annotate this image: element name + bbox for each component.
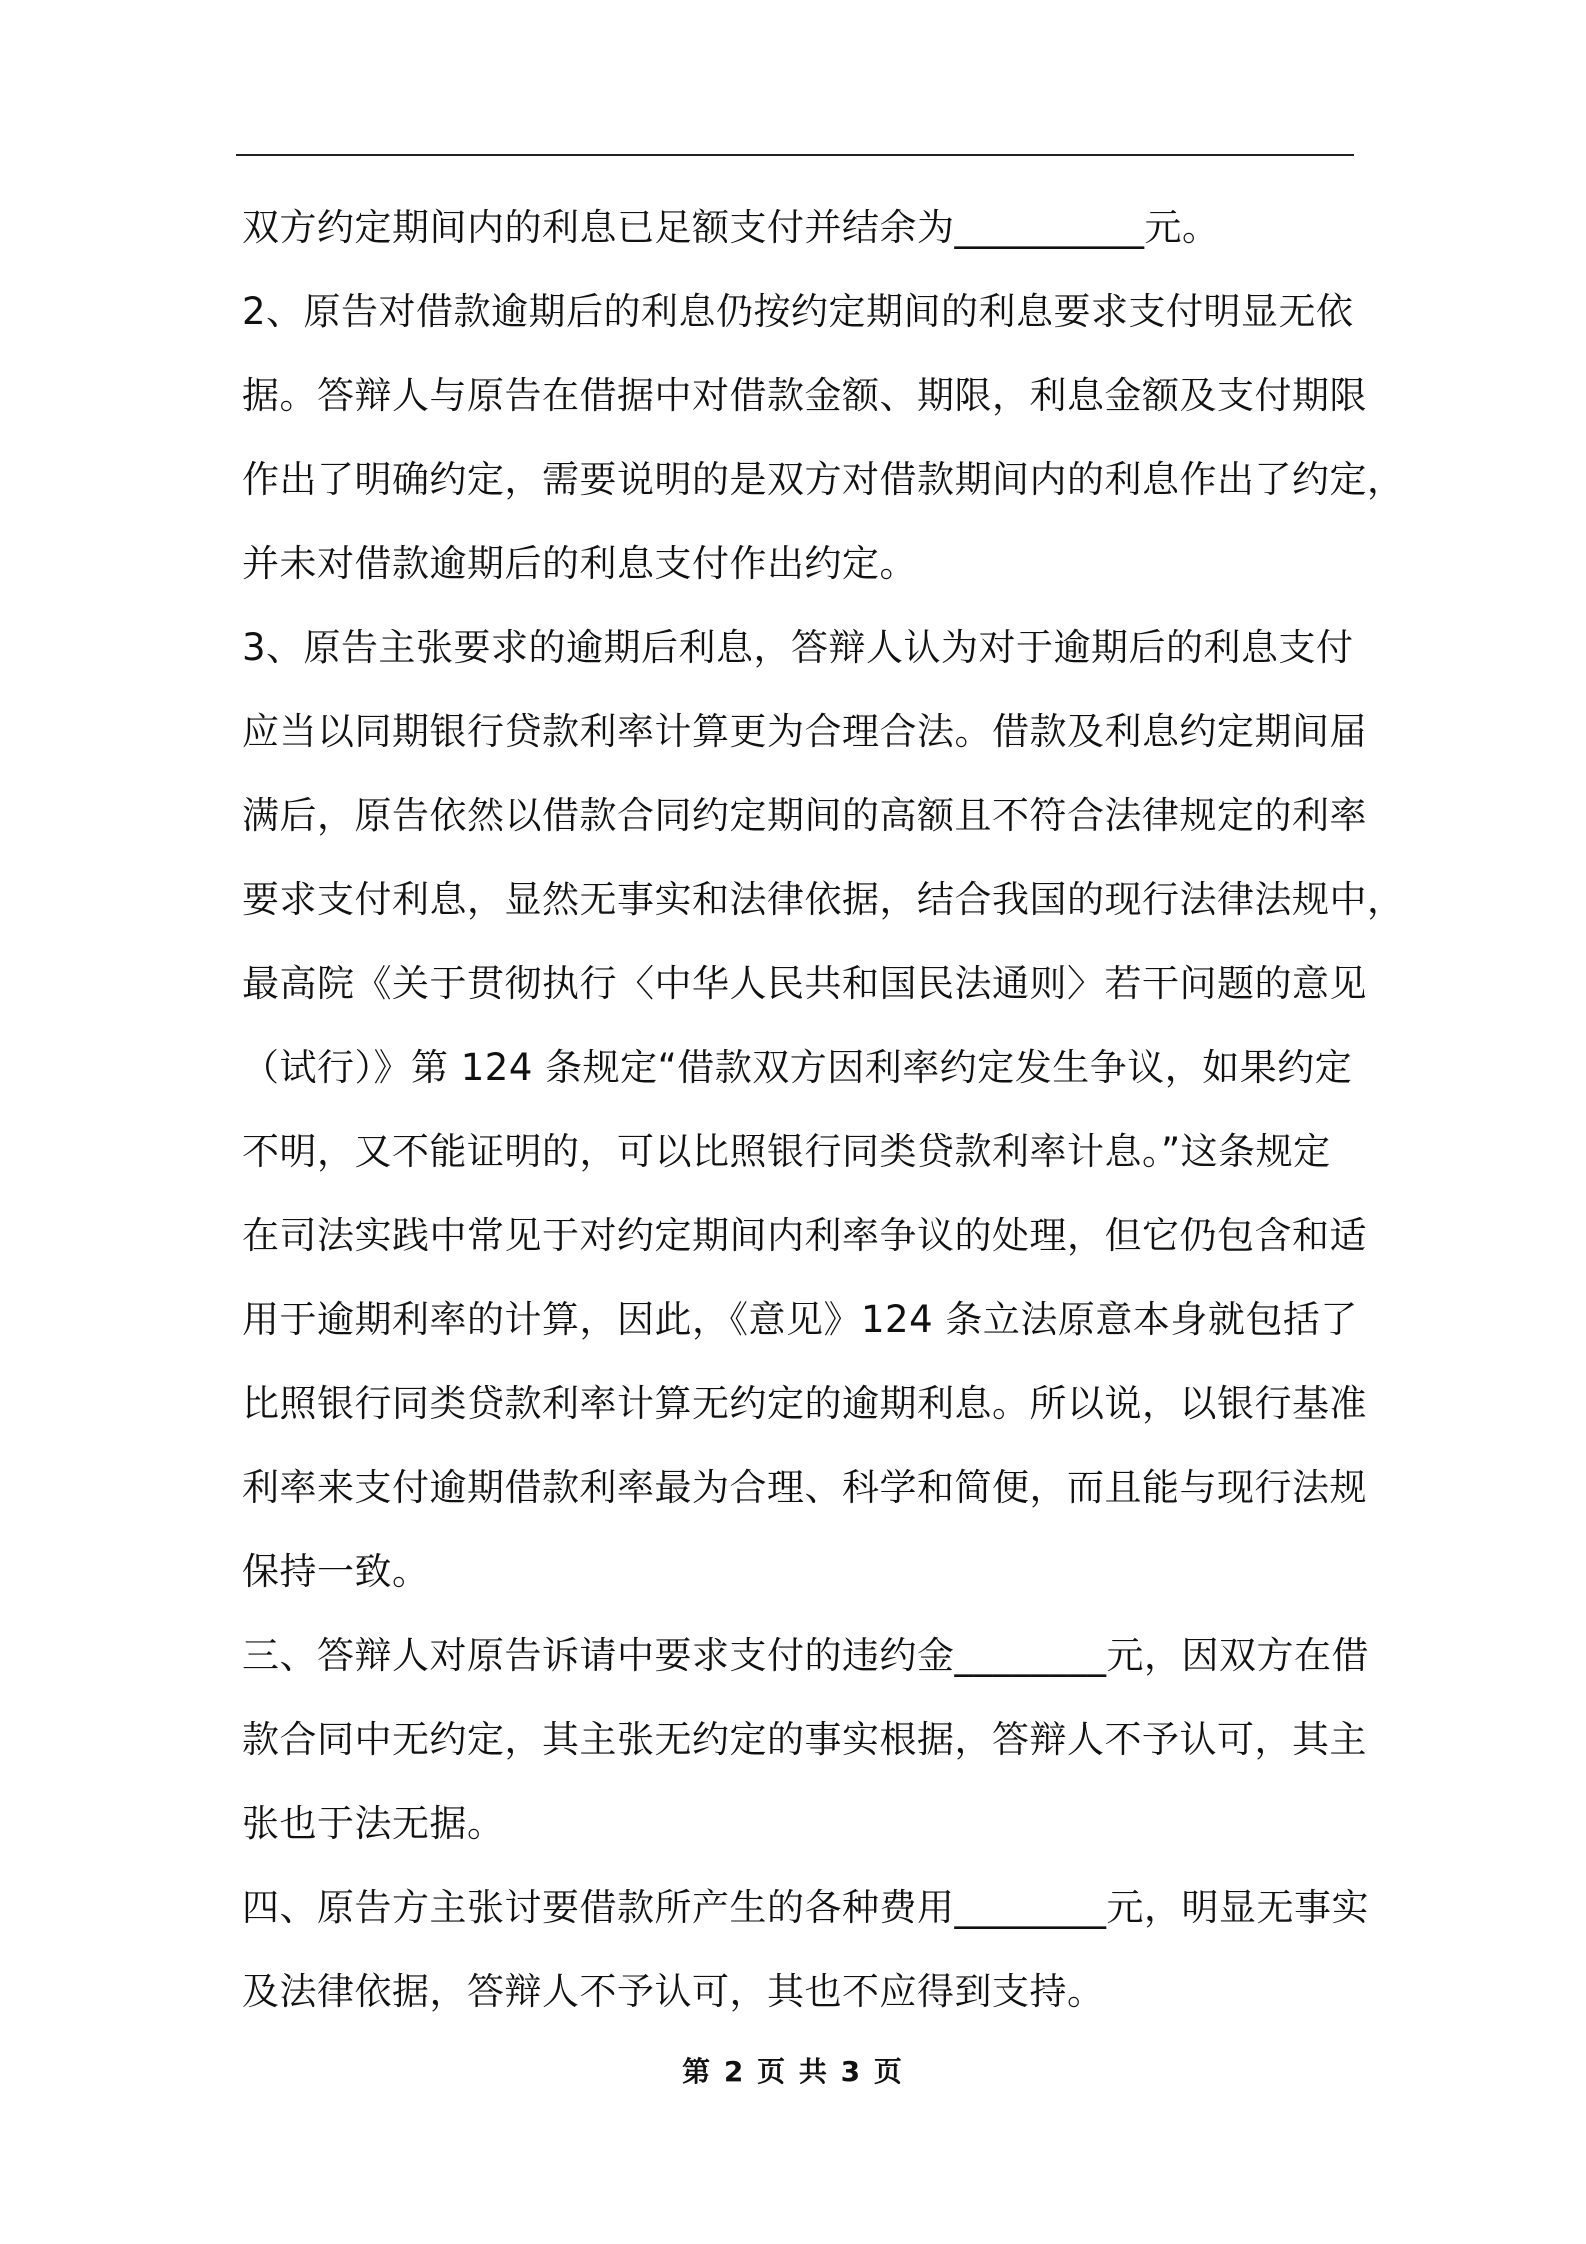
text-line: 应当以同期银行贷款利率计算更为合理合法。借款及利息约定期间届 xyxy=(242,710,1367,753)
text-line: 满后，原告依然以借款合同约定期间的高额且不符合法律规定的利率 xyxy=(242,794,1367,837)
text-line: 款合同中无约定，其主张无约定的事实根据，答辩人不予认可，其主 xyxy=(242,1718,1367,1761)
text-line: 3、原告主张要求的逾期后利息，答辩人认为对于逾期后的利息支付 xyxy=(242,626,1354,669)
document-body xyxy=(242,186,1405,2034)
text-line: 用于逾期利率的计算，因此，《意见》124 条立法原意本身就包括了 xyxy=(242,1298,1358,1341)
text-line: 张也于法无据。 xyxy=(242,1802,505,1845)
text-line: 四、原告方主张讨要借款所产生的各种费用________元，明显无事实 xyxy=(242,1886,1369,1929)
text-line: 不明，又不能证明的，可以比照银行同类贷款利率计息。”这条规定 xyxy=(242,1130,1331,1173)
text-line: 最高院《关于贯彻执行〈中华人民共和国民法通则〉若干问题的意见 xyxy=(242,962,1367,1005)
text-line: 及法律依据，答辩人不予认可，其也不应得到支持。 xyxy=(242,1970,1105,2013)
text-line: 要求支付利息，显然无事实和法律依据，结合我国的现行法律法规中， xyxy=(242,878,1405,921)
page-number: 第 2 页 共 3 页 xyxy=(682,2055,904,2088)
text-line: 在司法实践中常见于对约定期间内利率争议的处理，但它仍包含和适 xyxy=(242,1214,1367,1257)
text-line: 三、答辩人对原告诉请中要求支付的违约金________元，因双方在借 xyxy=(242,1634,1369,1677)
text-line: （试行）》第 124 条规定“借款双方因利率约定发生争议，如果约定 xyxy=(242,1046,1353,1089)
text-line: 作出了明确约定，需要说明的是双方对借款期间内的利息作出了约定， xyxy=(242,458,1405,501)
text-line: 2、原告对借款逾期后的利息仍按约定期间的利息要求支付明显无依 xyxy=(242,290,1354,333)
text-line: 并未对借款逾期后的利息支付作出约定。 xyxy=(242,542,917,585)
text-line: 比照银行同类贷款利率计算无约定的逾期利息。所以说，以银行基准 xyxy=(242,1382,1367,1425)
header-divider xyxy=(236,154,1354,156)
text-line: 利率来支付逾期借款利率最为合理、科学和简便，而且能与现行法规 xyxy=(242,1466,1367,1509)
text-line: 保持一致。 xyxy=(242,1550,430,1593)
text-line: 据。答辩人与原告在借据中对借款金额、期限，利息金额及支付期限 xyxy=(242,374,1367,417)
text-line: 双方约定期间内的利息已足额支付并结余为__________元。 xyxy=(242,206,1220,249)
